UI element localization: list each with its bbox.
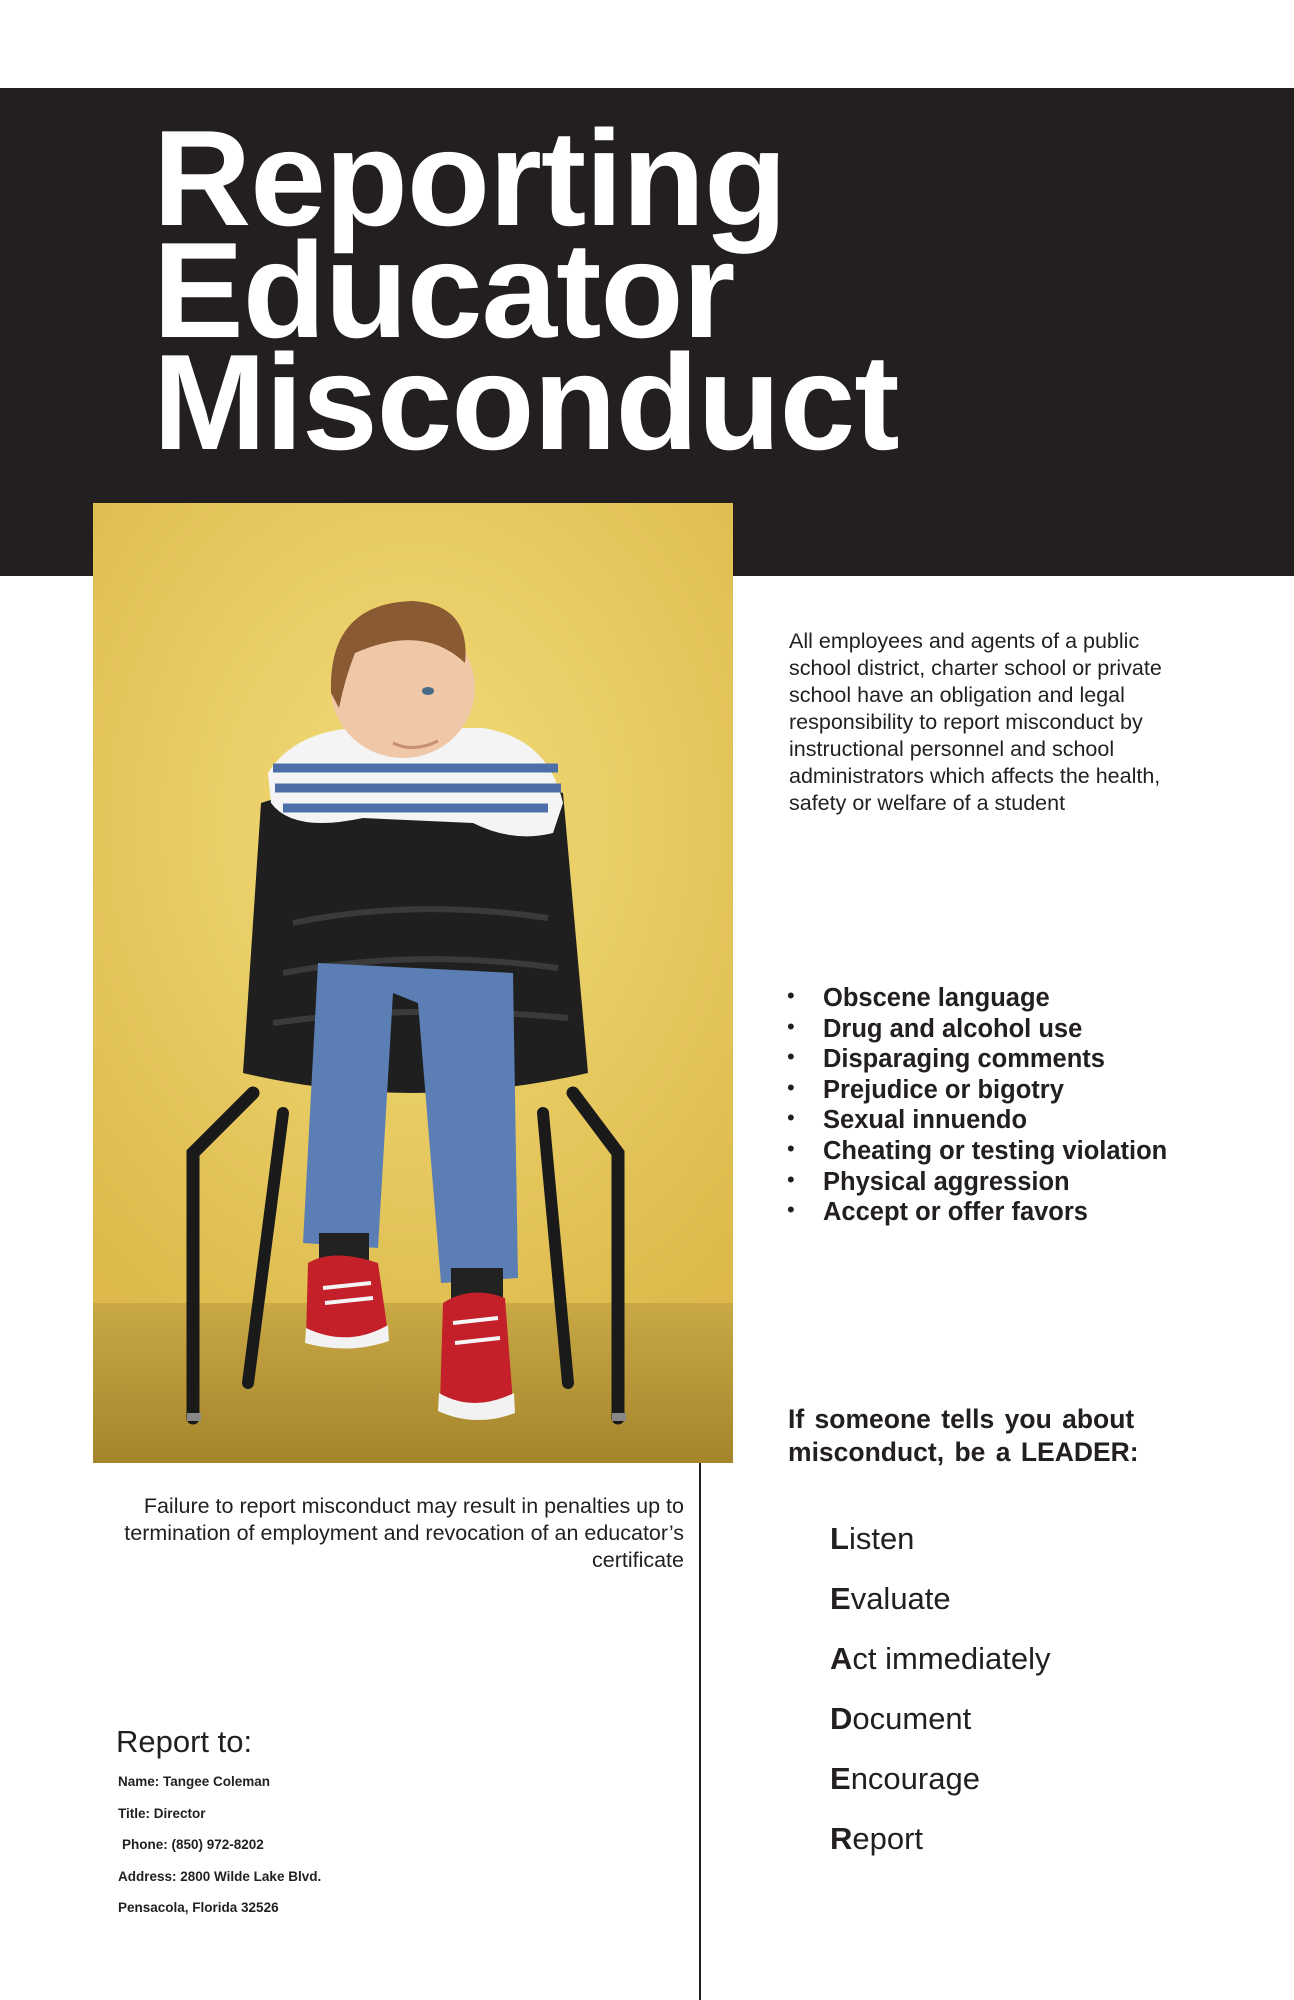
list-item-label: Disparaging comments xyxy=(823,1045,1105,1074)
bullet-icon: • xyxy=(787,1197,795,1223)
step-initial: E xyxy=(830,1581,851,1616)
contact-city: Pensacola, Florida 32526 xyxy=(118,1900,279,1915)
bullet-icon: • xyxy=(787,1074,795,1100)
bullet-icon: • xyxy=(787,983,795,1008)
leader-steps xyxy=(830,1509,1051,1869)
leader-heading: If someone tells you about misconduct, be a LEADER: xyxy=(788,1404,1139,1467)
contact-title: Title: Director xyxy=(118,1805,206,1821)
child-sitting-on-chair-photo xyxy=(93,503,733,1463)
list-item-label: Drug and alcohol use xyxy=(823,1014,1083,1043)
list-item xyxy=(787,1044,1167,1075)
bullet-icon: • xyxy=(787,1044,795,1070)
bullet-icon: • xyxy=(787,1135,795,1161)
contact-address: Address: 2800 Wilde Lake Blvd. xyxy=(118,1868,322,1884)
leader-step-report xyxy=(830,1809,1051,1869)
list-item-label: Physical aggression xyxy=(823,1167,1070,1196)
step-rest: ocument xyxy=(852,1701,972,1736)
list-item-label: Obscene language xyxy=(823,984,1050,1012)
list-item-label: Accept or offer favors xyxy=(823,1198,1088,1227)
list-item xyxy=(787,1167,1167,1198)
step-rest: eport xyxy=(852,1821,924,1856)
leader-step-evaluate xyxy=(830,1569,1051,1629)
list-item xyxy=(787,1014,1167,1045)
step-initial: D xyxy=(830,1701,853,1736)
vertical-divider xyxy=(699,1463,701,2000)
step-initial: A xyxy=(830,1641,853,1676)
step-rest: isten xyxy=(848,1521,915,1556)
step-initial: E xyxy=(830,1761,851,1796)
leader-step-listen xyxy=(830,1509,1051,1569)
penalty-notice: Failure to report misconduct may result in penalties up to termination of employment and revocation of an educator’s certificate xyxy=(124,1494,684,1572)
contact-details xyxy=(118,1766,321,1924)
contact-phone: Phone: (850) 972-8202 xyxy=(122,1837,264,1852)
bullet-icon: • xyxy=(787,1166,795,1192)
page-title xyxy=(153,102,899,478)
step-initial: R xyxy=(830,1821,853,1856)
list-item xyxy=(787,1105,1167,1136)
leader-step-act xyxy=(830,1629,1051,1689)
step-rest: ncourage xyxy=(850,1761,980,1796)
step-rest: ct immediately xyxy=(852,1641,1051,1676)
step-rest: valuate xyxy=(850,1581,951,1616)
list-item-label: Sexual innuendo xyxy=(823,1106,1028,1135)
title-line-1: Reporting xyxy=(153,102,787,254)
report-to-heading: Report to: xyxy=(116,1724,253,1759)
bullet-icon: • xyxy=(787,1013,795,1039)
leader-step-encourage xyxy=(830,1749,1051,1809)
list-item xyxy=(787,983,1167,1014)
list-item-label: Cheating or testing violation xyxy=(823,1136,1168,1165)
title-line-2: Educator xyxy=(153,214,735,366)
title-line-3: Misconduct xyxy=(153,326,899,478)
misconduct-list xyxy=(787,983,1167,1228)
list-item xyxy=(787,1075,1167,1106)
step-initial: L xyxy=(830,1521,849,1556)
bullet-icon: • xyxy=(787,1105,795,1131)
contact-name: Name: Tangee Coleman xyxy=(118,1774,271,1789)
intro-paragraph: All employees and agents of a public school district, charter school or private school have an obligation and legal responsibility to report misconduct by instructional personnel and school administrators which affects the health, safety or welfare of a student xyxy=(789,629,1162,815)
list-item xyxy=(787,1136,1167,1167)
list-item-label: Prejudice or bigotry xyxy=(823,1075,1064,1104)
leader-step-document xyxy=(830,1689,1051,1749)
list-item xyxy=(787,1197,1167,1228)
